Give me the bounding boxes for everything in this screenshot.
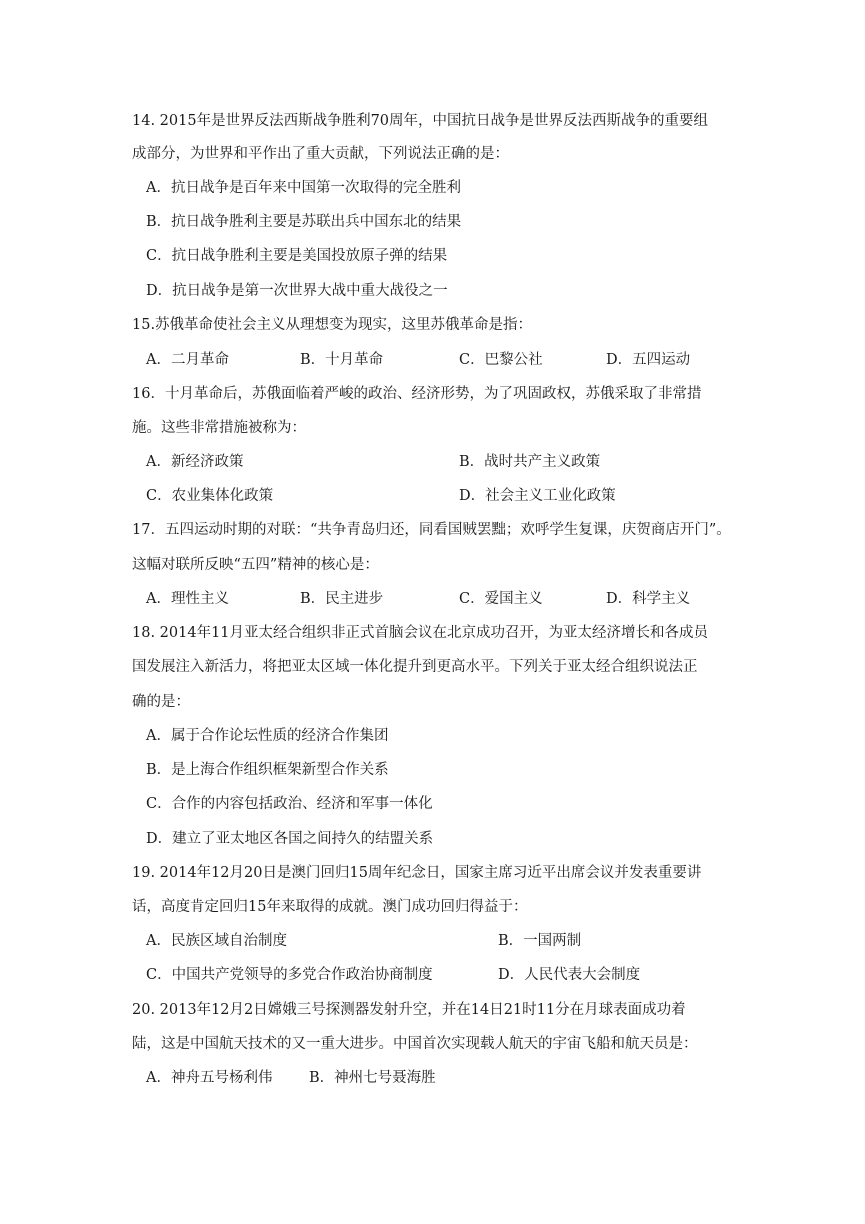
question-18-line-2: 国发展注入新活力，将把亚太区域一体化提升到更高水平。下列关于亚太经合组织说法正 [132,659,698,675]
question-14-line-1: 14. 2015年是世界反法西斯战争胜利70周年，中国抗日战争是世界反法西斯战争的重要组 [132,113,709,129]
question-14-option-c: C．抗日战争胜利主要是美国投放原子弹的结果 [146,248,448,264]
question-14-option-b: B．抗日战争胜利主要是苏联出兵中国东北的结果 [146,214,462,230]
question-20-option-b: B．神州七号聂海胜 [309,1070,436,1086]
question-17-option-a: A．理性主义 [146,591,229,607]
question-20-option-a: A．神舟五号杨利伟 [146,1070,273,1086]
question-16-line-2: 施。这些非常措施被称为： [132,420,306,436]
question-16-line-1: 16．十月革命后，苏俄面临着严峻的政治、经济形势，为了巩固政权，苏俄采取了非常措 [132,386,702,402]
question-15-option-a: A．二月革命 [146,352,229,368]
question-17-line-2: 这幅对联所反映“五四”精神的核心是： [132,557,379,573]
question-17-line-1: 17．五四运动时期的对联：“共争青岛归还，同看国贼罢黜；欢呼学生复课，庆贺商店开门”。 [132,522,731,538]
question-16-option-a: A．新经济政策 [146,454,244,470]
question-16-option-b: B．战时共产主义政策 [459,454,601,470]
question-17-option-d: D．科学主义 [606,591,691,607]
question-19-option-b: B．一国两制 [498,933,582,949]
question-20-line-2: 陆，这是中国航天技术的又一重大进步。中国首次实现载人航天的宇宙飞船和航天员是： [132,1036,698,1052]
question-14-option-a: A．抗日战争是百年来中国第一次取得的完全胜利 [146,180,461,196]
question-20-line-1: 20. 2013年12月2日嫦娥三号探测器发射升空，并在14日21时11分在月球表面成功着 [132,1002,686,1018]
question-16-option-c: C．农业集体化政策 [146,488,274,504]
question-18-option-d: D．建立了亚太地区各国之间持久的结盟关系 [146,831,434,847]
question-17-option-b: B．民主进步 [300,591,384,607]
question-15-option-b: B．十月革命 [300,352,384,368]
question-15-option-d: D．五四运动 [606,352,691,368]
question-15-line-1: 15.苏俄革命使社会主义从理想变为现实，这里苏俄革命是指： [132,317,533,333]
question-19-line-1: 19. 2014年12月20日是澳门回归15周年纪念日，国家主席习近平出席会议并发表重要讲 [132,865,702,881]
question-19-line-2: 话，高度肯定回归15年来取得的成就。澳门成功回归得益于： [132,899,528,915]
question-15-option-c: C．巴黎公社 [459,352,543,368]
question-19-option-c: C．中国共产党领导的多党合作政治协商制度 [146,967,433,983]
question-18-option-a: A．属于合作论坛性质的经济合作集团 [146,728,389,744]
question-14-line-2: 成部分，为世界和平作出了重大贡献，下列说法正确的是： [132,146,509,162]
question-14-option-d: D．抗日战争是第一次世界大战中重大战役之一 [146,283,448,299]
question-18-option-b: B．是上海合作组织框架新型合作关系 [146,762,389,778]
question-16-option-d: D．社会主义工业化政策 [459,488,616,504]
question-18-line-1: 18. 2014年11月亚太经合组织非正式首脑会议在北京成功召开，为亚太经济增长和各成员 [132,625,709,641]
question-17-option-c: C．爱国主义 [459,591,543,607]
question-19-option-a: A．民族区域自治制度 [146,933,287,949]
question-18-line-3: 确的是： [132,694,190,710]
question-19-option-d: D．人民代表大会制度 [498,967,641,983]
question-18-option-c: C．合作的内容包括政治、经济和军事一体化 [146,796,433,812]
